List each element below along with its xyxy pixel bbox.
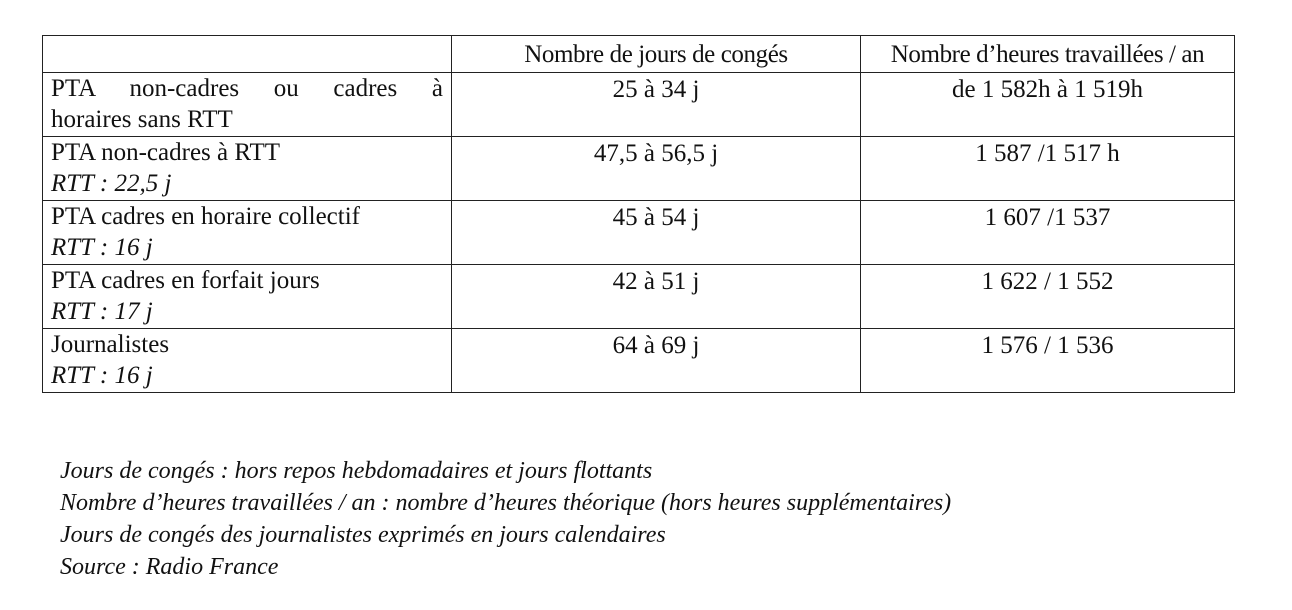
table-row xyxy=(43,329,1235,393)
rtt-note: RTT : 16 j xyxy=(51,234,153,261)
row-label: PTA cadres en forfait jours xyxy=(51,267,320,294)
row-label-continuation: horaires sans RTT xyxy=(51,106,233,133)
table-header-row xyxy=(43,36,1235,73)
rtt-note: RTT : 16 j xyxy=(51,362,153,389)
table-row xyxy=(43,265,1235,329)
days-cell: 25 à 34 j xyxy=(452,73,861,137)
rtt-note: RTT : 17 j xyxy=(51,298,153,325)
hours-cell: 1 607 /1 537 xyxy=(861,201,1235,265)
row-label-cell xyxy=(43,73,452,137)
days-cell: 42 à 51 j xyxy=(452,265,861,329)
leave-hours-table xyxy=(42,35,1235,393)
row-label-cell xyxy=(43,201,452,265)
header-cell-hours: Nombre d’heures travaillées / an xyxy=(861,36,1235,73)
days-cell: 47,5 à 56,5 j xyxy=(452,137,861,201)
row-label-cell xyxy=(43,137,452,201)
header-cell-days: Nombre de jours de congés xyxy=(452,36,861,73)
row-label-cell xyxy=(43,265,452,329)
table-row xyxy=(43,201,1235,265)
row-label-cell xyxy=(43,329,452,393)
note-source: Source : Radio France xyxy=(60,554,279,580)
table-notes xyxy=(60,455,951,583)
note-hours-worked: Nombre d’heures travaillées / an : nombre d’heures théorique (hors heures supplémentaires) xyxy=(60,490,952,516)
note-leave-days: Jours de congés : hors repos hebdomadaires et jours flottants xyxy=(60,458,653,484)
header-cell-empty xyxy=(43,36,452,73)
hours-cell: 1 576 / 1 536 xyxy=(861,329,1235,393)
days-cell: 64 à 69 j xyxy=(452,329,861,393)
days-cell: 45 à 54 j xyxy=(452,201,861,265)
hours-cell: de 1 582h à 1 519h xyxy=(861,73,1235,137)
table-row xyxy=(43,137,1235,201)
row-label: PTA cadres en horaire collectif xyxy=(51,203,360,230)
table-row xyxy=(43,73,1235,137)
hours-cell: 1 587 /1 517 h xyxy=(861,137,1235,201)
rtt-note: RTT : 22,5 j xyxy=(51,170,172,197)
row-label: PTA non-cadres ou cadres à xyxy=(51,75,443,102)
row-label: PTA non-cadres à RTT xyxy=(51,139,281,166)
row-label: Journalistes xyxy=(51,331,170,358)
note-journalists: Jours de congés des journalistes exprimés en jours calendaires xyxy=(60,522,666,548)
hours-cell: 1 622 / 1 552 xyxy=(861,265,1235,329)
